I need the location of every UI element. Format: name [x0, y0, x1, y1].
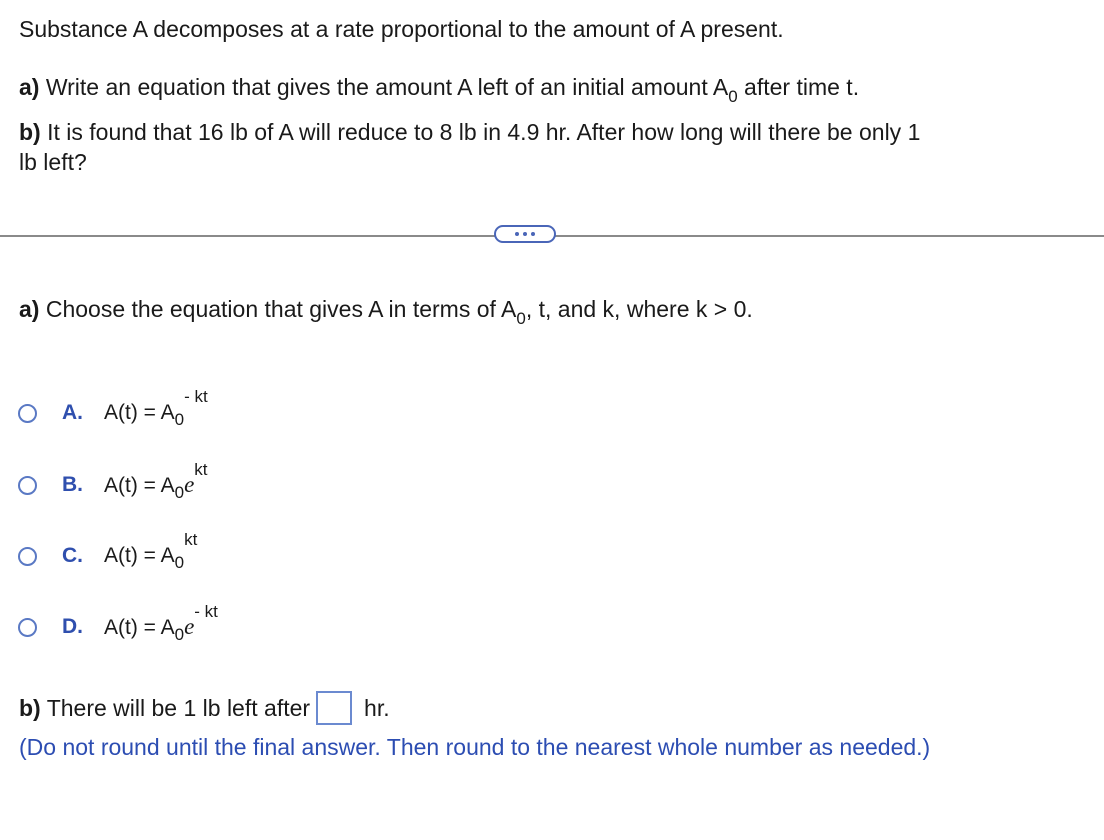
prompt-a-subscript: 0 — [516, 309, 526, 328]
option-equation: $A(t) = A_0^{kt}$ — [104, 530, 198, 572]
show-more-button[interactable] — [494, 225, 556, 243]
option-c[interactable] — [18, 530, 298, 576]
part-b-label: b) — [19, 119, 41, 145]
option-equation: $A(t) = A_0e^{kt}$ — [104, 460, 208, 502]
radio-button[interactable] — [18, 547, 37, 566]
answer-input[interactable] — [316, 691, 352, 725]
option-letter: C. — [62, 544, 83, 567]
part-b-text-line2: lb left? — [19, 149, 87, 175]
question-part-a — [19, 72, 860, 106]
part-a-subscript: 0 — [728, 87, 738, 106]
option-equation: $A(t) = A_0^{- kt}$ — [104, 387, 208, 429]
ellipsis-icon — [523, 232, 527, 236]
prompt-part-a — [19, 294, 753, 328]
part-a-text: Write an equation that gives the amount A left of an initial amount A — [45, 74, 729, 100]
part-a-text-after: after time t. — [737, 74, 860, 100]
rounding-hint: (Do not round until the final answer. Then round to the nearest whole number as needed.) — [19, 734, 931, 760]
question-intro: Substance A decomposes at a rate proportional to the amount of A present. — [19, 16, 784, 42]
option-letter: D. — [62, 615, 83, 638]
option-letter: B. — [62, 473, 83, 496]
option-b[interactable] — [18, 460, 298, 505]
prompt-a-text-after: , t, and k, where k > 0. — [525, 296, 753, 322]
option-d[interactable] — [18, 602, 298, 647]
radio-button[interactable] — [18, 618, 37, 637]
part-b-answer-label: b) — [19, 695, 41, 722]
option-a[interactable] — [18, 387, 298, 433]
prompt-a-text: Choose the equation that gives A in terms of A — [45, 296, 517, 322]
unit-label: hr. — [364, 695, 390, 722]
prompt-a-label: a) — [19, 296, 40, 322]
part-a-label: a) — [19, 74, 40, 100]
radio-button[interactable] — [18, 476, 37, 495]
part-b-answer-line — [19, 693, 390, 727]
option-letter: A. — [62, 401, 83, 424]
question-part-b — [19, 117, 920, 147]
part-b-answer-text: There will be 1 lb left after — [46, 695, 311, 722]
ellipsis-icon — [515, 232, 519, 236]
option-equation: $A(t) = A_0e^{- kt}$ — [104, 602, 218, 644]
ellipsis-icon — [531, 232, 535, 236]
radio-button[interactable] — [18, 404, 37, 423]
part-b-text-line1: It is found that 16 lb of A will reduce to 8 lb in 4.9 hr. After how long will there be only 1 — [47, 119, 921, 145]
